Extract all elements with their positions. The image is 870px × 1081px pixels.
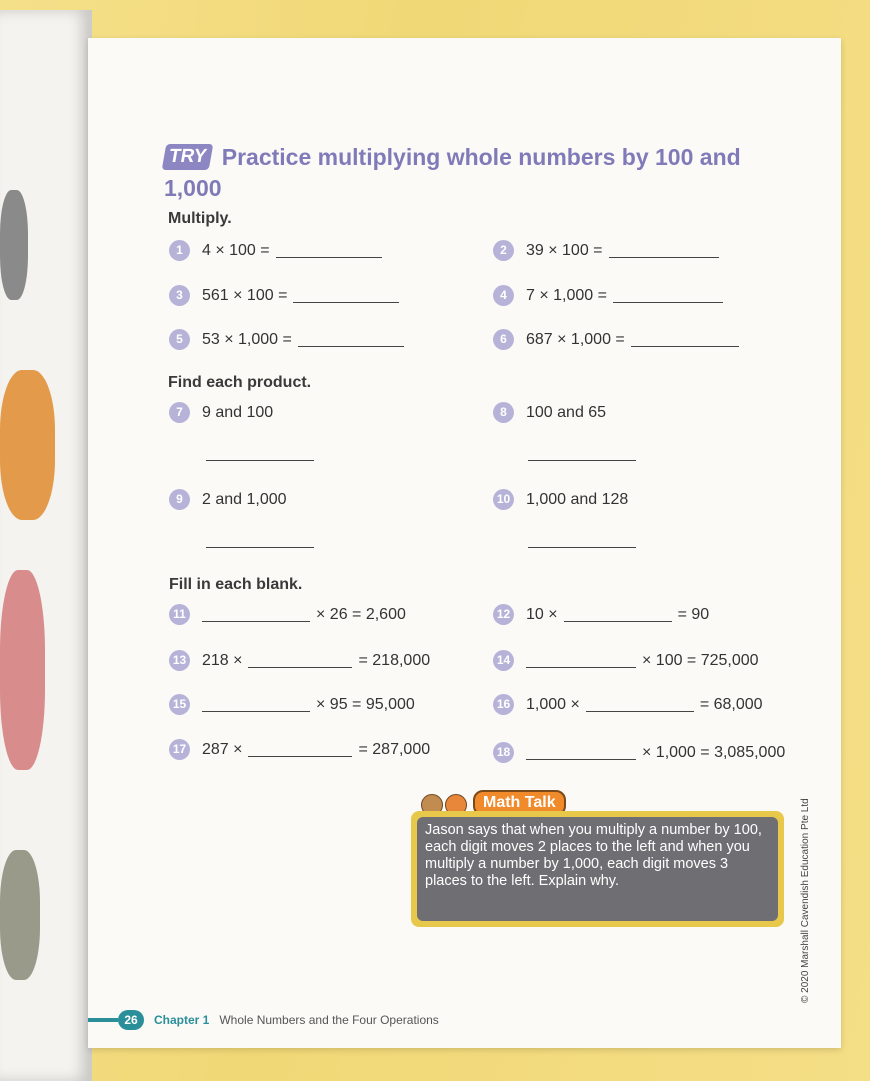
question-number: 7 xyxy=(169,402,190,423)
question-text: 687 × 1,000 = xyxy=(526,330,625,348)
question-text: 561 × 100 = xyxy=(202,286,288,304)
question-1 xyxy=(169,240,388,261)
question-number: 2 xyxy=(493,240,514,261)
question-text: 4 × 100 = xyxy=(202,241,270,259)
answer-line-9[interactable] xyxy=(206,547,314,548)
question-number: 1 xyxy=(169,240,190,261)
question-3 xyxy=(169,285,405,306)
question-number: 11 xyxy=(169,604,190,625)
question-text: = 287,000 xyxy=(358,740,431,758)
question-9 xyxy=(169,489,287,510)
question-10 xyxy=(493,489,628,510)
question-text: 1,000 × xyxy=(526,695,580,713)
question-number: 15 xyxy=(169,694,190,715)
question-text: × 95 = 95,000 xyxy=(316,695,415,713)
question-text: × 26 = 2,600 xyxy=(316,605,406,623)
question-text: = 90 xyxy=(677,605,710,623)
question-number: 13 xyxy=(169,650,190,671)
raccoon-illustration xyxy=(0,190,28,300)
math-talk-label: Math Talk xyxy=(473,790,566,816)
question-4 xyxy=(493,285,729,306)
title-block xyxy=(164,142,764,204)
question-text: 7 × 1,000 = xyxy=(526,286,607,304)
question-number: 9 xyxy=(169,489,190,510)
answer-blank[interactable] xyxy=(248,666,352,668)
answer-blank[interactable] xyxy=(298,345,404,347)
chapter-title: Whole Numbers and the Four Operations xyxy=(219,1013,439,1027)
answer-blank[interactable] xyxy=(248,755,352,757)
question-text: 287 × xyxy=(202,740,243,758)
question-12 xyxy=(493,604,709,625)
question-18 xyxy=(493,742,785,763)
question-17 xyxy=(169,739,430,760)
answer-blank[interactable] xyxy=(276,256,382,258)
question-number: 8 xyxy=(493,402,514,423)
question-text: 100 and 65 xyxy=(526,403,607,421)
answer-line-7[interactable] xyxy=(206,460,314,461)
answer-line-8[interactable] xyxy=(528,460,636,461)
copyright-text: © 2020 Marshall Cavendish Education Pte Ltd xyxy=(800,798,811,1003)
question-5 xyxy=(169,329,410,350)
question-number: 6 xyxy=(493,329,514,350)
question-15 xyxy=(169,694,415,715)
question-text: 39 × 100 = xyxy=(526,241,603,259)
fox-illustration xyxy=(0,370,55,520)
section-multiply: Multiply. xyxy=(168,210,232,227)
question-number: 5 xyxy=(169,329,190,350)
page-footer xyxy=(88,1010,439,1030)
math-talk-box xyxy=(411,811,784,927)
question-number: 4 xyxy=(493,285,514,306)
question-number: 14 xyxy=(493,650,514,671)
answer-blank[interactable] xyxy=(586,710,694,712)
question-number: 18 xyxy=(493,742,514,763)
question-text: = 68,000 xyxy=(699,695,763,713)
section-fill-blank: Fill in each blank. xyxy=(169,576,303,593)
question-number: 12 xyxy=(493,604,514,625)
question-text: 53 × 1,000 = xyxy=(202,330,292,348)
question-2 xyxy=(493,240,725,261)
question-text: × 100 = 725,000 xyxy=(642,651,759,669)
question-text: 10 × xyxy=(526,605,558,623)
question-text: × 1,000 = 3,085,000 xyxy=(642,743,786,761)
raccoon-illustration-2 xyxy=(0,850,40,980)
question-8 xyxy=(493,402,606,423)
question-6 xyxy=(493,329,745,350)
character-illustration xyxy=(0,570,45,770)
question-text: 218 × xyxy=(202,651,243,669)
answer-blank[interactable] xyxy=(293,301,399,303)
answer-line-10[interactable] xyxy=(528,547,636,548)
question-text: 1,000 and 128 xyxy=(526,490,629,508)
answer-blank[interactable] xyxy=(564,620,672,622)
math-talk-text: Jason says that when you multiply a number by 100, each digit moves 2 places to the left and when you multiply a number by 1,000, each digit moves 3 places to the left. Explain why. xyxy=(417,817,778,921)
worksheet-page xyxy=(88,38,841,1048)
question-number: 17 xyxy=(169,739,190,760)
footer-bar xyxy=(88,1018,118,1022)
section-find-product: Find each product. xyxy=(168,374,312,391)
answer-blank[interactable] xyxy=(526,666,636,668)
answer-blank[interactable] xyxy=(202,710,310,712)
question-number: 3 xyxy=(169,285,190,306)
question-16 xyxy=(493,694,763,715)
question-7 xyxy=(169,402,273,423)
question-13 xyxy=(169,650,430,671)
page-number: 26 xyxy=(118,1010,144,1030)
question-number: 10 xyxy=(493,489,514,510)
chapter-label: Chapter 1 xyxy=(154,1013,210,1027)
answer-blank[interactable] xyxy=(609,256,719,258)
question-text: 2 and 1,000 xyxy=(202,490,287,508)
answer-blank[interactable] xyxy=(613,301,723,303)
page-title: Practice multiplying whole numbers by 100 and 1,000 xyxy=(164,144,741,201)
try-badge: TRY xyxy=(162,144,214,170)
question-11 xyxy=(169,604,406,625)
question-14 xyxy=(493,650,759,671)
answer-blank[interactable] xyxy=(526,758,636,760)
answer-blank[interactable] xyxy=(202,620,310,622)
question-text: = 218,000 xyxy=(358,651,431,669)
question-text: 9 and 100 xyxy=(202,403,274,421)
left-page xyxy=(0,10,92,1081)
question-number: 16 xyxy=(493,694,514,715)
answer-blank[interactable] xyxy=(631,345,739,347)
